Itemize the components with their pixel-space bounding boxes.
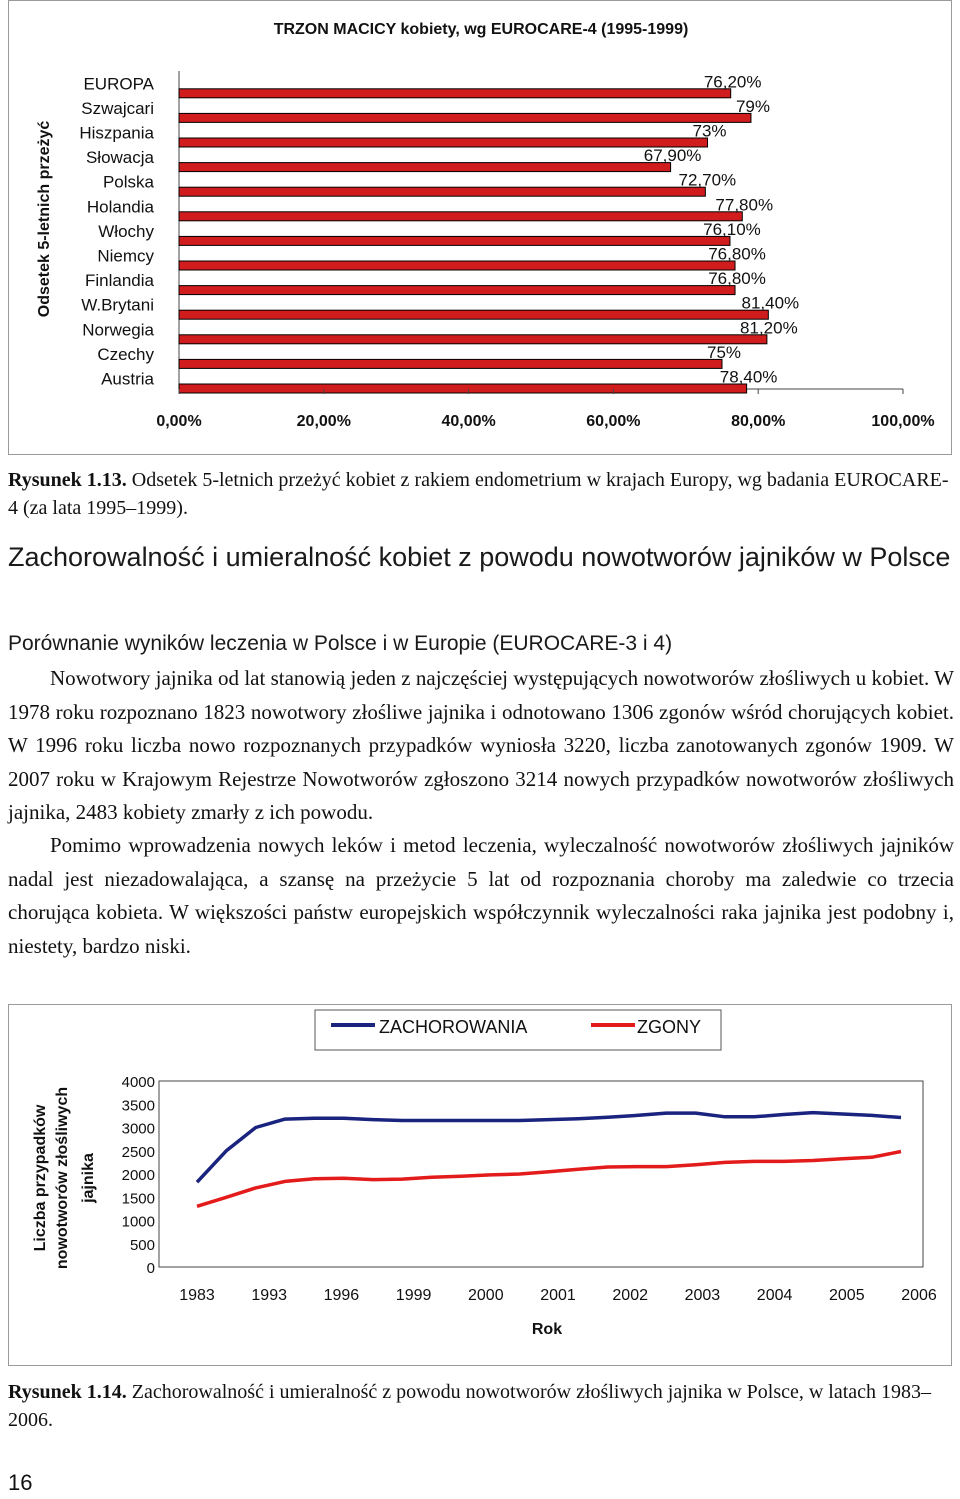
y-tick-label: 0 <box>146 1260 155 1277</box>
legend-label-zgony: ZGONY <box>637 1017 702 1037</box>
x-tick-label: 80,00% <box>731 413 786 430</box>
bar-chart <box>9 1 953 456</box>
legend <box>315 1010 721 1050</box>
y-tick-label: 1500 <box>121 1190 155 1208</box>
bar <box>179 384 747 393</box>
category-label: Polska <box>102 172 154 192</box>
x-tick-label: 1999 <box>395 1287 432 1304</box>
x-tick-label: 2000 <box>468 1287 504 1304</box>
bar-value-label: 76,10% <box>703 219 761 239</box>
y-axis-title-line-1: Liczba przypadków <box>32 1104 49 1252</box>
bar <box>179 89 731 98</box>
section-heading: Zachorowalność i umieralność kobiet z powodu nowotworów jajników w Polsce <box>8 542 951 572</box>
y-axis-title-line-3: jajnika <box>80 1153 97 1203</box>
category-label: Norwegia <box>82 320 154 340</box>
x-tick-label: 60,00% <box>586 413 641 430</box>
line-chart <box>9 1005 953 1367</box>
bar-value-label: 73% <box>692 121 727 141</box>
x-tick-label: 2005 <box>829 1287 865 1304</box>
paragraph-2: Pomimo wprowadzenia nowych leków i metod leczenia, wyleczalność nowotworów złośliwych jajników nadal jest niezadowalająca, a szansę na przeżycie 5 lat od rozpoznania choroby ma zaledwie co trzecia chorująca kobieta. W większości państw europejskich współczynnik wyleczalności raka jajnika jest podobny i, niestety, bardzo niski. <box>8 833 954 958</box>
bar-value-label: 77,80% <box>715 195 774 215</box>
x-tick-label: 1983 <box>179 1287 215 1304</box>
bar <box>179 286 735 295</box>
y-tick-label: 3000 <box>121 1120 155 1138</box>
y-tick-label: 4000 <box>121 1074 155 1091</box>
bar <box>179 163 671 172</box>
category-label: Szwajcari <box>81 98 154 118</box>
x-tick-label: 2006 <box>901 1287 937 1304</box>
caption-label: Rysunek 1.13. <box>8 469 127 491</box>
bar <box>179 212 742 221</box>
page-number: 16 <box>8 1470 33 1495</box>
bar <box>179 138 708 147</box>
x-tick-label: 0,00% <box>156 413 202 430</box>
category-label: Słowacja <box>85 148 154 168</box>
caption-text: Odsetek 5-letnich przeżyć kobiet z rakiem endometrium w krajach Europy, wg badania EUROCARE-4 (za lata 1995–1999). <box>8 469 949 519</box>
x-tick-labels <box>156 389 934 430</box>
bar <box>179 261 735 270</box>
subheading: Porównanie wyników leczenia w Polsce i w Europie (EUROCARE-3 i 4) <box>8 632 673 655</box>
x-tick-label: 100,00% <box>871 413 935 430</box>
x-tick-labels <box>179 1287 937 1304</box>
legend-label-zachorowania: ZACHOROWANIA <box>379 1017 528 1037</box>
category-label: Niemcy <box>97 246 154 266</box>
bar-value-label: 76,80% <box>708 269 766 289</box>
category-label: Włochy <box>98 221 154 241</box>
x-tick-label: 1993 <box>251 1287 287 1304</box>
x-tick-label: 1996 <box>323 1287 360 1304</box>
bar-value-label: 81,40% <box>741 293 800 313</box>
bar-value-label: 81,20% <box>740 318 798 338</box>
y-tick-label: 2000 <box>121 1167 155 1184</box>
bar-value-label: 79% <box>735 96 770 116</box>
figure-caption-2 <box>8 1378 952 1434</box>
x-tick-label: 2003 <box>684 1287 721 1304</box>
bar <box>179 187 705 196</box>
category-label: Austria <box>101 369 154 389</box>
y-tick-label: 500 <box>129 1236 155 1254</box>
caption-label: Rysunek 1.14. <box>8 1381 127 1403</box>
bar <box>179 113 751 122</box>
category-label: EUROPA <box>83 74 154 94</box>
paragraph-1: Nowotwory jajnika od lat stanowią jeden z najczęściej występujących nowotworów złośliwych u kobiet. W 1978 roku rozpoznano 1823 nowotwory złośliwe jajnika i odnotowano 1306 zgonów wśród chorujących kobiet. W 1996 roku liczba nowo rozpoznanych przypadków wyniosła 3220, liczba zanotowanych zgonów 1909. W 2007 roku w Krajowym Rejestrze Nowotworów zgłoszono 3214 nowych przypadków nowotworów złośliwych jajnika, 2483 kobiety zmarły z ich powodu. <box>8 666 954 824</box>
category-label: Czechy <box>97 344 154 364</box>
x-tick-label: 2004 <box>756 1287 793 1304</box>
bar-value-label: 75% <box>706 342 742 362</box>
bar-value-label: 76,20% <box>703 72 762 92</box>
caption-text: Zachorowalność i umieralność z powodu nowotworów złośliwych jajnika w Polsce, w latach 1983–2006. <box>8 1381 932 1431</box>
bars <box>179 89 768 393</box>
bar <box>179 335 767 344</box>
y-tick-label: 1000 <box>121 1213 155 1231</box>
y-axis-title: Odsetek 5-letnich przeżyć <box>36 120 53 318</box>
figure-caption-1 <box>8 466 952 522</box>
bar <box>179 310 768 319</box>
category-label: Holandia <box>86 197 154 217</box>
bar-value-label: 67,90% <box>643 146 702 166</box>
bar-value-label: 78,40% <box>719 367 778 387</box>
category-label: Hiszpania <box>79 123 154 143</box>
figure-ovarian-incidence <box>8 1004 952 1366</box>
x-tick-label: 40,00% <box>441 413 496 430</box>
bar-value-label: 72,70% <box>678 170 737 190</box>
x-tick-label: 20,00% <box>296 413 351 430</box>
figure-endometrium-survival <box>8 0 952 455</box>
y-tick-label: 3500 <box>121 1097 155 1115</box>
y-axis-title-line-2: nowotworów złośliwych <box>54 1086 71 1270</box>
series-line-zgony <box>197 1152 901 1207</box>
bar <box>179 236 730 245</box>
chart-title: TRZON MACICY kobiety, wg EUROCARE-4 (1995-1999) <box>273 21 689 38</box>
x-tick-label: 2001 <box>540 1287 576 1304</box>
category-label: W.Brytani <box>81 295 154 315</box>
bar-value-label: 76,80% <box>708 244 766 264</box>
bar <box>179 359 722 368</box>
x-tick-label: 2002 <box>612 1287 648 1304</box>
x-axis-title: Rok <box>531 1321 563 1338</box>
category-labels <box>79 74 154 388</box>
series-lines <box>197 1113 901 1207</box>
y-tick-labels <box>122 1074 155 1277</box>
category-label: Finlandia <box>85 271 154 291</box>
y-tick-label: 2500 <box>121 1143 155 1161</box>
